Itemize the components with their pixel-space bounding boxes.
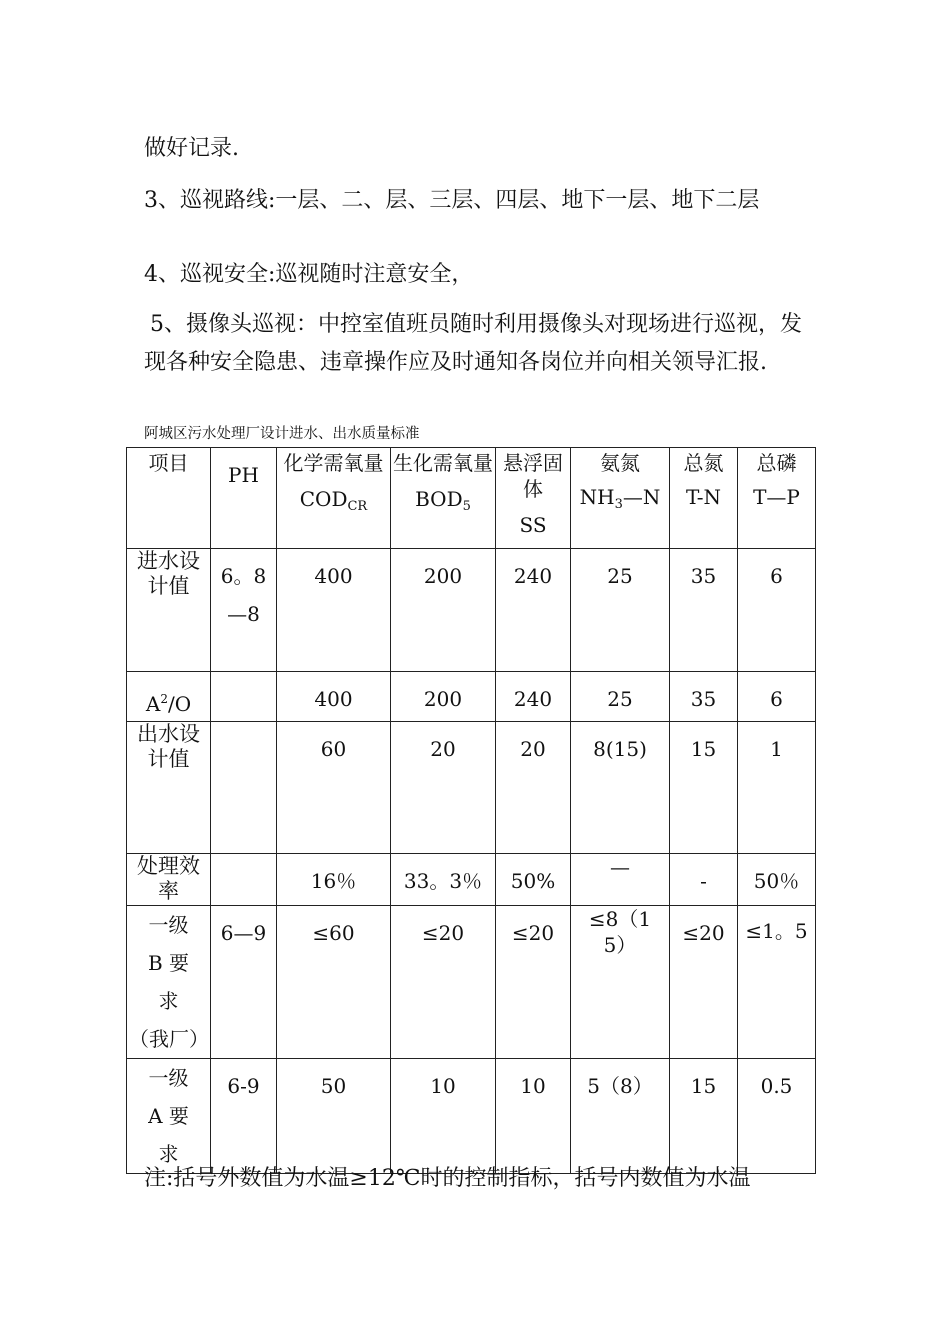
table-header-row bbox=[127, 448, 816, 549]
table-footnote: 注:括号外数值为水温≥12℃时的控制指标，括号内数值为水温 bbox=[144, 1166, 751, 1191]
cell-bod: 200 bbox=[391, 549, 496, 672]
cell-ph bbox=[211, 672, 277, 722]
cell-tp: 50％ bbox=[738, 854, 816, 906]
cell-tn: 35 bbox=[670, 549, 738, 672]
cell-nh3n: 5（8） bbox=[571, 1059, 670, 1174]
cell-tp: 1 bbox=[738, 722, 816, 854]
row-label: 进水设计值 bbox=[127, 549, 211, 672]
table-row bbox=[127, 854, 816, 906]
cell-ss: 240 bbox=[496, 672, 571, 722]
table-row bbox=[127, 722, 816, 854]
cell-cod: 50 bbox=[277, 1059, 391, 1174]
cell-ph: 6-9 bbox=[211, 1059, 277, 1174]
header-nh3n: 氨氮 $NH_3—N$ bbox=[571, 448, 670, 549]
cell-cod: ≤60 bbox=[277, 906, 391, 1059]
cell-cod: 16％ bbox=[277, 854, 391, 906]
cell-ss: 50% bbox=[496, 854, 571, 906]
paragraph-camera-patrol bbox=[144, 306, 812, 382]
cell-bod: ≤20 bbox=[391, 906, 496, 1059]
cell-tn: 15 bbox=[670, 722, 738, 854]
table-row bbox=[127, 1059, 816, 1174]
cell-ph bbox=[211, 722, 277, 854]
cell-cod: 400 bbox=[277, 549, 391, 672]
header-tp: 总磷 T—P bbox=[738, 448, 816, 549]
cell-nh3n: 25 bbox=[571, 549, 670, 672]
cell-ss: 240 bbox=[496, 549, 571, 672]
cell-tp: 6 bbox=[738, 549, 816, 672]
cell-tn: 35 bbox=[670, 672, 738, 722]
header-bod: 生化需氧量 $BOD_5$ bbox=[391, 448, 496, 549]
table-caption: 阿城区污水处理厂设计进水、出水质量标准 bbox=[144, 426, 420, 442]
row-label: 处理效率 bbox=[127, 854, 211, 906]
cell-tn: ≤20 bbox=[670, 906, 738, 1059]
header-ph: PH bbox=[211, 448, 277, 549]
cell-nh3n: ≤8（15） bbox=[571, 906, 670, 1059]
header-tn: 总氮 T-N bbox=[670, 448, 738, 549]
header-ss: 悬浮固体 SS bbox=[496, 448, 571, 549]
cell-ss: 10 bbox=[496, 1059, 571, 1174]
cell-bod: 200 bbox=[391, 672, 496, 722]
cell-nh3n: 25 bbox=[571, 672, 670, 722]
header-cod: 化学需氧量 $COD_{CR}$ bbox=[277, 448, 391, 549]
table-row bbox=[127, 549, 816, 672]
table-row bbox=[127, 672, 816, 722]
cell-bod: 33。3％ bbox=[391, 854, 496, 906]
cell-cod: 400 bbox=[277, 672, 391, 722]
table-row bbox=[127, 906, 816, 1059]
cell-cod: 60 bbox=[277, 722, 391, 854]
header-item: 项目 bbox=[127, 448, 211, 549]
cell-nh3n: 8(15) bbox=[571, 722, 670, 854]
cell-bod: 10 bbox=[391, 1059, 496, 1174]
cell-ss: 20 bbox=[496, 722, 571, 854]
cell-tp: ≤1。5 bbox=[738, 906, 816, 1059]
row-label: $A^2/O$ bbox=[127, 672, 211, 722]
cell-ph: 6—9 bbox=[211, 906, 277, 1059]
paragraph-patrol-safety: 4、巡视安全:巡视随时注意安全， bbox=[144, 262, 474, 287]
paragraph-patrol-route: 3、巡视路线:一层、二、层、三层、四层、地下一层、地下二层 bbox=[144, 188, 760, 213]
cell-tp: 0.5 bbox=[738, 1059, 816, 1174]
cell-ph bbox=[211, 854, 277, 906]
water-quality-table bbox=[126, 447, 816, 1174]
cell-ss: ≤20 bbox=[496, 906, 571, 1059]
cell-tp: 6 bbox=[738, 672, 816, 722]
cell-nh3n: — bbox=[571, 854, 670, 906]
row-label: 出水设计值 bbox=[127, 722, 211, 854]
camera-patrol-text: 5、摄像头巡视：中控室值班员随时利用摄像头对现场进行巡视，发现各种安全隐患、违章操作应及时通知各岗位并向相关领导汇报. bbox=[144, 312, 802, 375]
cell-tn: - bbox=[670, 854, 738, 906]
cell-ph: 6。8—8 bbox=[211, 549, 277, 672]
cell-tn: 15 bbox=[670, 1059, 738, 1174]
paragraph-record: 做好记录. bbox=[144, 136, 239, 161]
row-label: 一级 B 要 求 （我厂） bbox=[127, 906, 211, 1059]
cell-bod: 20 bbox=[391, 722, 496, 854]
row-label: 一级 A 要 求 bbox=[127, 1059, 211, 1174]
